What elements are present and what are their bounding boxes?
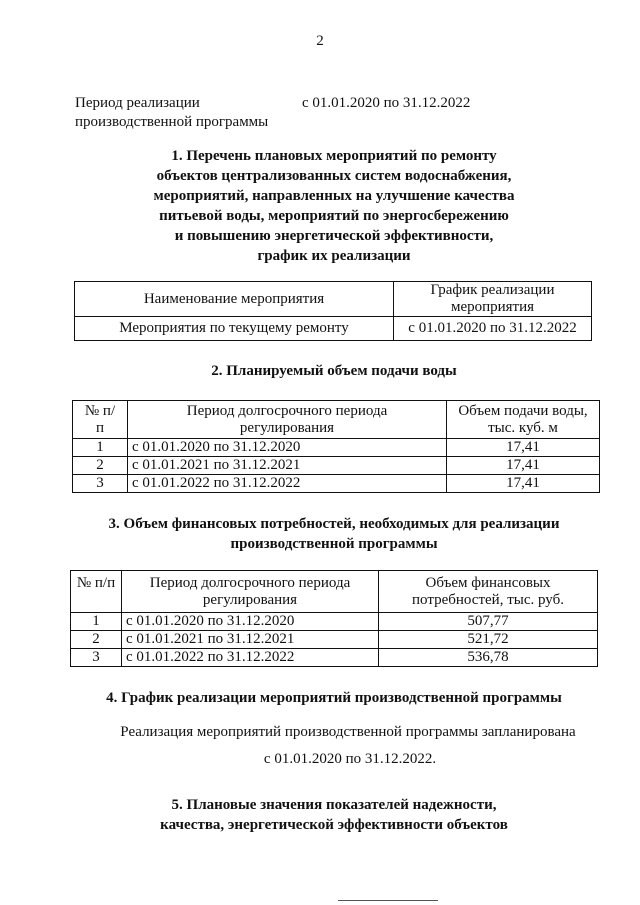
table-cell: 17,41 [447,475,600,493]
section-5-title-line: качества, энергетической эффективности объектов [160,817,508,833]
section-1-title-line: мероприятий, направленных на улучшение качества [153,188,515,204]
header-cell: Наименование мероприятия [75,282,394,317]
table-cell: с 01.01.2020 по 31.12.2022 [394,317,592,341]
period-label-line-2: производственной программы [75,114,269,130]
table-cell: 1 [71,613,122,631]
water-supply-table [72,400,600,493]
table-cell: 2 [73,457,128,475]
header-cell: Период долгосрочного периода регулирования [128,401,447,439]
header-cell: Период долгосрочного периода регулирования [122,571,379,613]
table-cell: Мероприятия по текущему ремонту [75,317,394,341]
section-4-text-line-2: с 01.01.2020 по 31.12.2022. [263,751,437,767]
table-cell: с 01.01.2020 по 31.12.2020 [122,613,379,631]
section-3-title [40,514,628,554]
section-4-title: 4. График реализации мероприятий производственной программы [106,690,562,706]
table-row [73,439,600,457]
period-label [75,94,295,132]
table-cell: 1 [73,439,128,457]
table-cell: 536,78 [379,649,598,667]
section-1-title-line: объектов централизованных систем водоснабжения, [156,168,512,184]
page-number: 2 [316,33,324,49]
header-cell: Объем финансовых потребностей, тыс. руб. [379,571,598,613]
table-cell: 2 [71,631,122,649]
table-cell: с 01.01.2022 по 31.12.2022 [122,649,379,667]
activities-table [74,281,592,341]
header-cell: Объем подачи воды, тыс. куб. м [447,401,600,439]
table-cell: с 01.01.2022 по 31.12.2022 [128,475,447,493]
table-header-row [71,571,598,613]
section-1-title [60,146,608,266]
header-cell: График реализации мероприятия [394,282,592,317]
table-cell: 3 [71,649,122,667]
table-cell: с 01.01.2021 по 31.12.2021 [122,631,379,649]
section-2-title: 2. Планируемый объем подачи воды [211,363,457,379]
section-3-title-line: 3. Объем финансовых потребностей, необходимых для реализации [108,516,560,532]
section-3-title-line: производственной программы [230,536,438,552]
section-1-title-line: график их реализации [257,248,411,264]
table-cell: 3 [73,475,128,493]
section-1-title-line: 1. Перечень плановых мероприятий по ремонту [171,148,497,164]
table-cell: с 01.01.2021 по 31.12.2021 [128,457,447,475]
table-row [75,317,592,341]
header-cell: № п/п [71,571,122,613]
table-cell: 17,41 [447,439,600,457]
section-5-title [40,795,628,835]
table-row [71,613,598,631]
table-row [71,649,598,667]
table-row [73,475,600,493]
section-1-title-line: питьевой воды, мероприятий по энергосбережению [159,208,509,224]
period-label-line-1: Период реализации [75,95,200,111]
footer-divider [338,900,438,901]
table-cell: 507,77 [379,613,598,631]
table-header-row [75,282,592,317]
table-cell: 17,41 [447,457,600,475]
table-cell: с 01.01.2020 по 31.12.2020 [128,439,447,457]
table-row [73,457,600,475]
header-cell: № п/п [73,401,128,439]
table-cell: 521,72 [379,631,598,649]
table-header-row [73,401,600,439]
financial-needs-table [70,570,598,667]
section-1-title-line: и повышению энергетической эффективности, [174,228,494,244]
section-5-title-line: 5. Плановые значения показателей надежности, [171,797,497,813]
section-4-text-line-1: Реализация мероприятий производственной программы запланирована [120,724,576,740]
period-value: с 01.01.2020 по 31.12.2022 [302,95,471,111]
table-row [71,631,598,649]
